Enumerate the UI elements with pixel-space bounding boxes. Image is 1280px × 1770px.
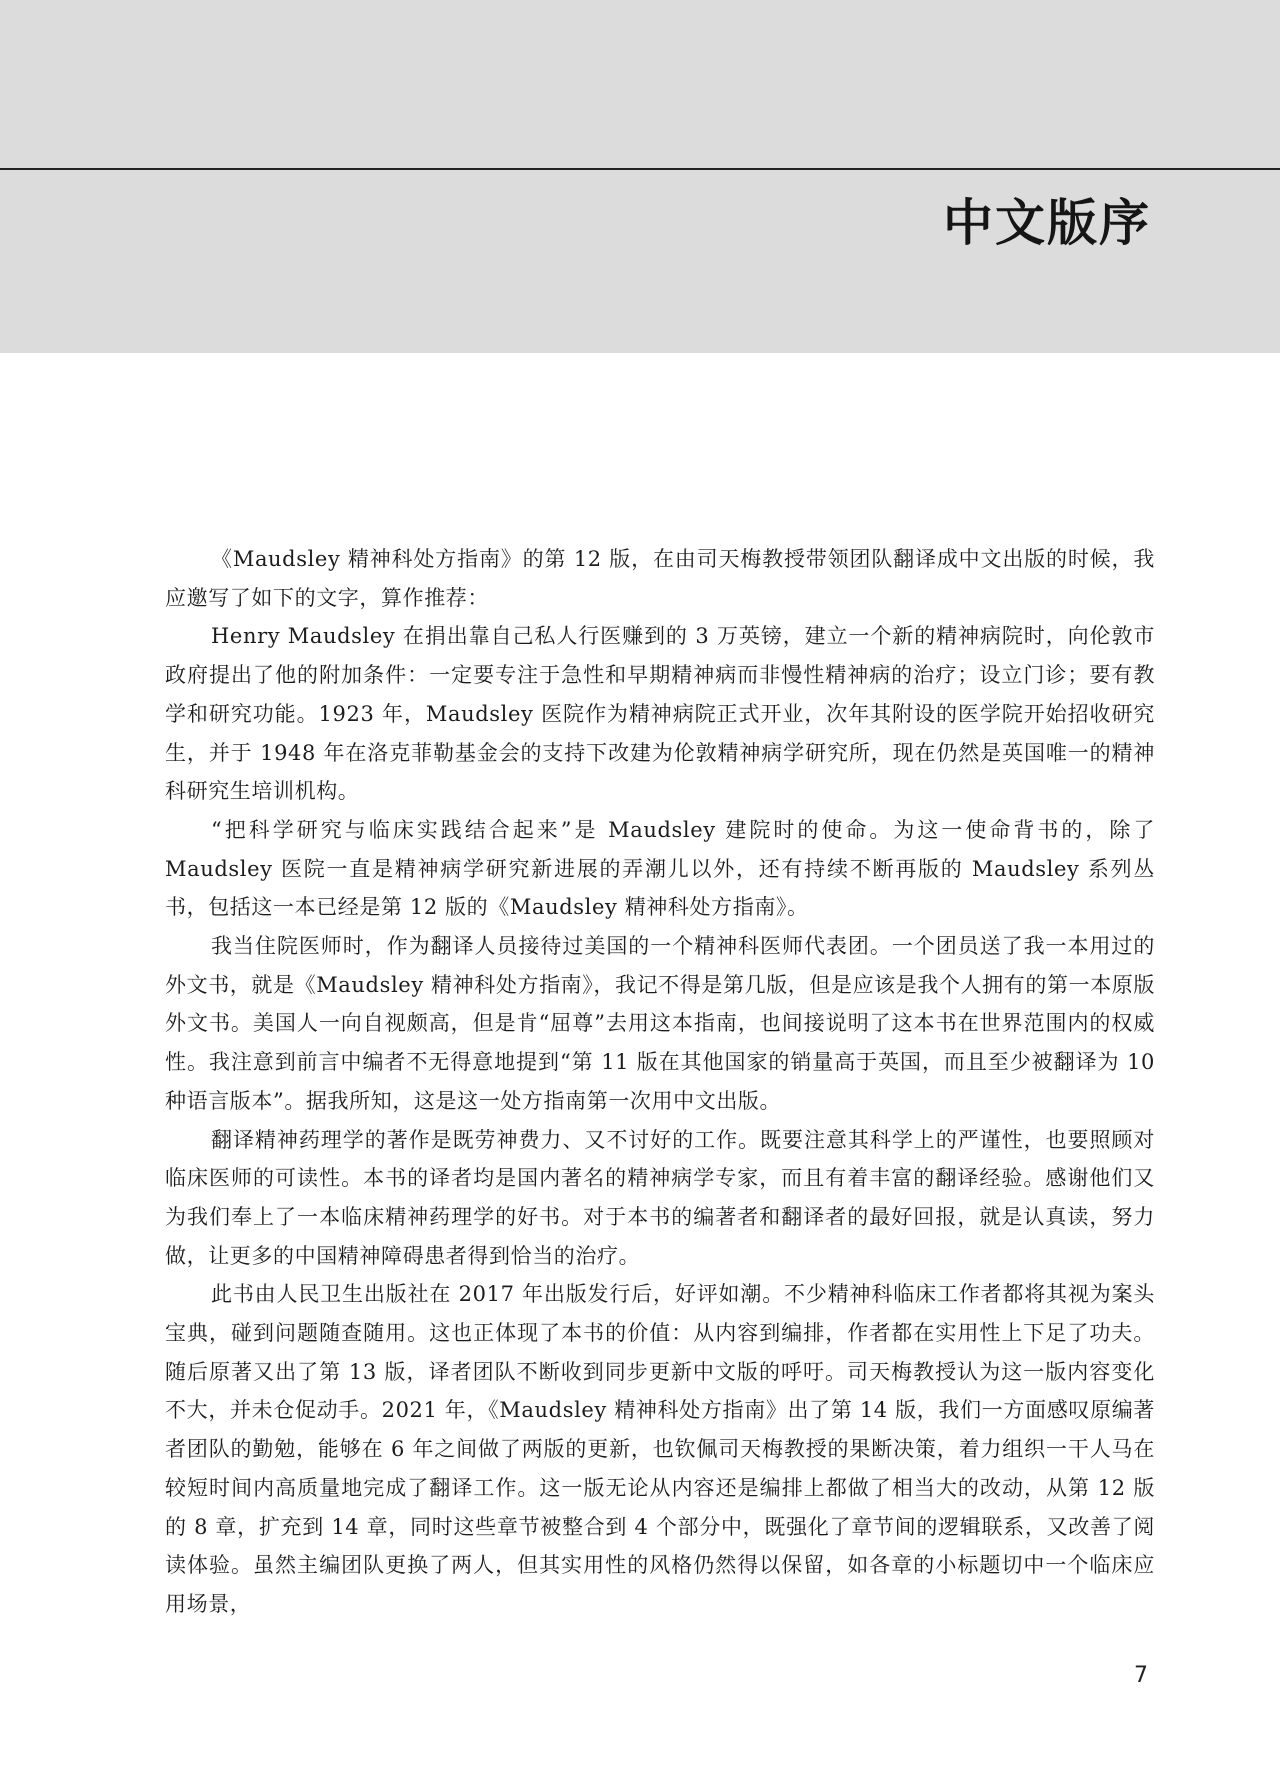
chapter-title: 中文版序	[943, 194, 1151, 252]
page-number: 7	[1134, 1663, 1148, 1688]
paragraph-mission: “把科学研究与临床实践结合起来”是 Maudsley 建院时的使命。为这一使命背书的，除了 Maudsley 医院一直是精神病学研究新进展的弄潮儿以外，还有持续不断再版的 Maudsley 系列丛书，包括这一本已经是第 12 版的《Maudsley 精神科处方指南》。	[165, 817, 1155, 920]
preface-body	[165, 540, 1155, 1624]
paragraph-history: Henry Maudsley 在捐出靠自己私人行医赚到的 3 万英镑，建立一个新的精神病院时，向伦敦市政府提出了他的附加条件：一定要专注于急性和早期精神病而非慢性精神病的治疗；设立门诊；要有教学和研究功能。1923 年，Maudsley 医院作为精神病院正式开业，次年其附设的医学院开始招收研究生，并于 1948 年在洛克菲勒基金会的支持下改建为伦敦精神病学研究所，现在仍然是英国唯一的精神科研究生培训机构。	[165, 624, 1155, 804]
paragraph-personal-story: 我当住院医师时，作为翻译人员接待过美国的一个精神科医师代表团。一个团员送了我一本用过的外文书，就是《Maudsley 精神科处方指南》，我记不得是第几版，但是应该是我个人拥有的第一本原版外文书。美国人一向自视颇高，但是肯“屈尊”去用这本指南，也间接说明了这本书在世界范围内的权威性。我注意到前言中编者不无得意地提到“第 11 版在其他国家的销量高于英国，而且至少被翻译为 10 种语言版本”。据我所知，这是这一处方指南第一次用中文出版。	[165, 934, 1155, 1113]
paragraph-intro: 《Maudsley 精神科处方指南》的第 12 版，在由司天梅教授带领团队翻译成中文出版的时候，我应邀写了如下的文字，算作推荐：	[165, 547, 1155, 610]
header-divider-line	[0, 168, 1280, 170]
paragraph-translation: 翻译精神药理学的著作是既劳神费力、又不讨好的工作。既要注意其科学上的严谨性，也要照顾对临床医师的可读性。本书的译者均是国内著名的精神病学专家，而且有着丰富的翻译经验。感谢他们又为我们奉上了一本临床精神药理学的好书。对于本书的编著者和翻译者的最好回报，就是认真读，努力做，让更多的中国精神障碍患者得到恰当的治疗。	[165, 1127, 1155, 1268]
chapter-header-band	[0, 0, 1280, 353]
paragraph-new-edition: 此书由人民卫生出版社在 2017 年出版发行后，好评如潮。不少精神科临床工作者都将其视为案头宝典，碰到问题随查随用。这也正体现了本书的价值：从内容到编排，作者都在实用性上下足了功夫。随后原著又出了第 13 版，译者团队不断收到同步更新中文版的呼吁。司天梅教授认为这一版内容变化不大，并未仓促动手。2021 年，《Maudsley 精神科处方指南》出了第 14 版，我们一方面感叹原编著者团队的勤勉，能够在 6 年之间做了两版的更新，也钦佩司天梅教授的果断决策，着力组织一干人马在较短时间内高质量地完成了翻译工作。这一版无论从内容还是编排上都做了相当大的改动，从第 12 版的 8 章，扩充到 14 章，同时这些章节被整合到 4 个部分中，既强化了章节间的逻辑联系，又改善了阅读体验。虽然主编团队更换了两人，但其实用性的风格仍然得以保留，如各章的小标题切中一个临床应用场景，	[165, 1282, 1155, 1616]
